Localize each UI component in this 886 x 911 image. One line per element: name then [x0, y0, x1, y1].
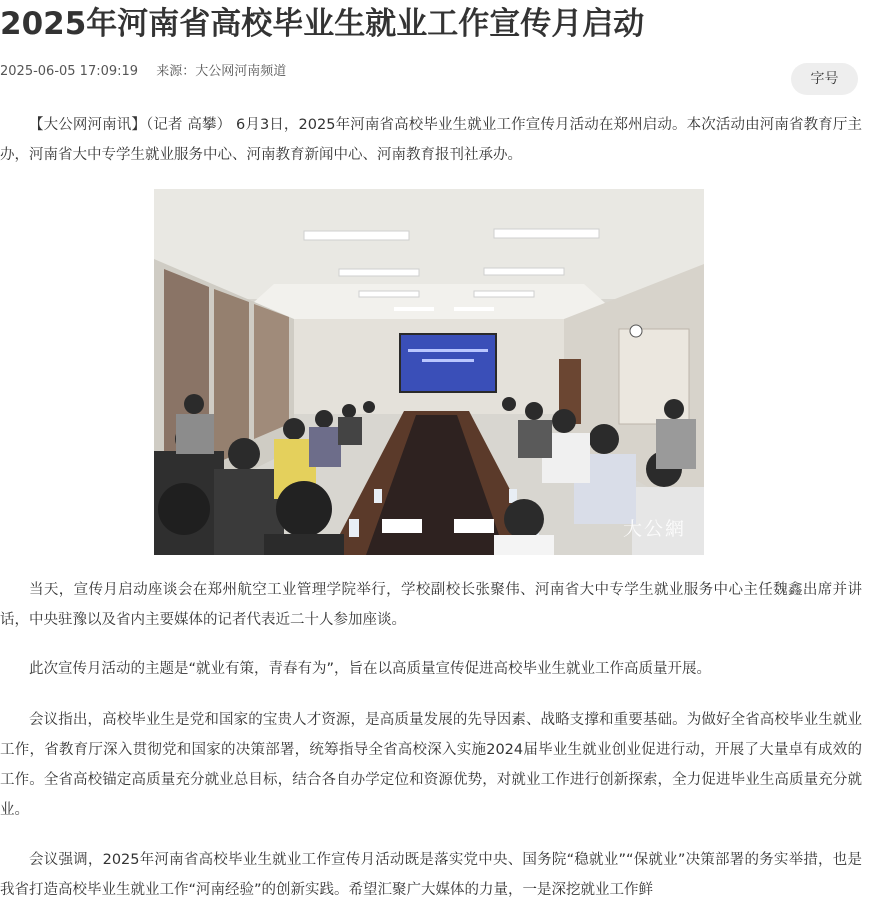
- paragraph-3: 此次宣传月活动的主题是“就业有策，青春有为”，旨在以高质量宣传促进高校毕业生就业工作高质量开展。: [29, 661, 712, 677]
- watermark-logo: 大公網: [622, 518, 686, 540]
- font-size-button[interactable]: 字号: [791, 63, 858, 95]
- meeting-room-image: [154, 189, 704, 555]
- article-source: 来源：大公网河南频道: [156, 64, 287, 79]
- publish-datetime: 2025-06-05 17:09:19: [0, 64, 139, 79]
- paragraph-4: 会议指出，高校毕业生是党和国家的宝贵人才资源，是高质量发展的先导因素、战略支撑和重要基础。为做好全省高校毕业生就业工作，省教育厅深入贯彻党和国家的决策部署，统筹指导全省高校深入实施2024届毕业生就业创业促进行动，开展了大量卓有成效的工作。全省高校锚定高质量充分就业总目标，结合各自办学定位和资源优势，对就业工作进行创新探索，全力促进毕业生高质量充分就业。: [0, 712, 862, 818]
- paragraph-5: 会议强调，2025年河南省高校毕业生就业工作宣传月活动既是落实党中央、国务院“稳就业”“保就业”决策部署的务实举措，也是我省打造高校毕业生就业工作“河南经验”的创新实践。希望汇聚广大媒体的力量，一是深挖就业工作鲜: [0, 852, 862, 898]
- meeting-photo: [154, 189, 704, 555]
- paragraph-1: 【大公网河南讯】（记者 高攀） 6月3日，2025年河南省高校毕业生就业工作宣传月活动在郑州启动。本次活动由河南省教育厅主办，河南省大中专学生就业服务中心、河南教育新闻中心、河南教育报刊社承办。: [0, 117, 862, 163]
- paragraph-2: 当天，宣传月启动座谈会在郑州航空工业管理学院举行，学校副校长张聚伟、河南省大中专学生就业服务中心主任魏鑫出席并讲话，中央驻豫以及省内主要媒体的记者代表近二十人参加座谈。: [0, 582, 862, 628]
- article-title: 2025年河南省高校毕业生就业工作宣传月启动: [0, 6, 645, 42]
- article-meta: [0, 62, 286, 82]
